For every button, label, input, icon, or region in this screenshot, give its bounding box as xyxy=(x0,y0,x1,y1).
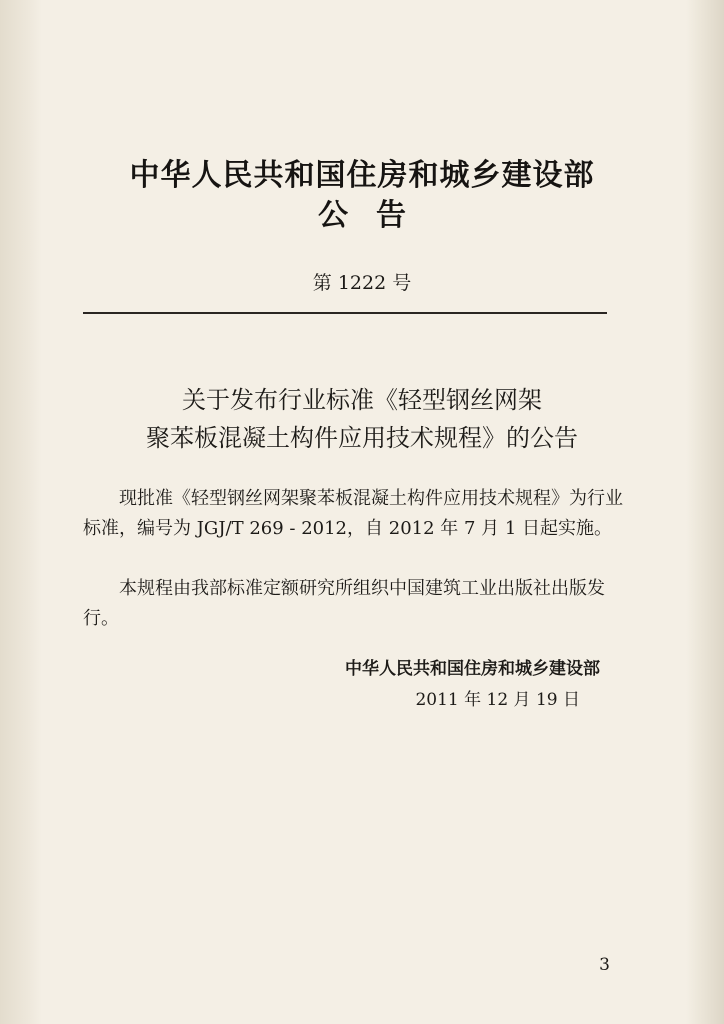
notice-heading-line1: 关于发布行业标准《轻型钢丝网架 xyxy=(182,386,542,414)
doc-number: 第 1222 号 xyxy=(312,272,412,294)
org-title: 中华人民共和国住房和城乡建设部 xyxy=(129,158,595,193)
signature-org: 中华人民共和国住房和城乡建设部 xyxy=(345,659,600,679)
doc-type-title: 公告 xyxy=(318,198,434,233)
page-edge-shadow-right xyxy=(686,0,724,1024)
body-paragraph-approval: 现批准《轻型钢丝网架聚苯板混凝土构件应用技术规程》为行业标准，编号为 JGJ/T 269 - 2012，自 2012 年 7 月 1 日起实施。 xyxy=(83,488,623,539)
body-paragraph-publication: 本规程由我部标准定额研究所组织中国建筑工业出版社出版发行。 xyxy=(83,578,605,629)
notice-heading-line2: 聚苯板混凝土构件应用技术规程》的公告 xyxy=(146,424,578,452)
page-number: 3 xyxy=(599,955,610,975)
header-divider xyxy=(83,312,607,314)
signature-date: 2011 年 12 月 19 日 xyxy=(415,690,580,710)
page-edge-shadow-left xyxy=(0,0,42,1024)
